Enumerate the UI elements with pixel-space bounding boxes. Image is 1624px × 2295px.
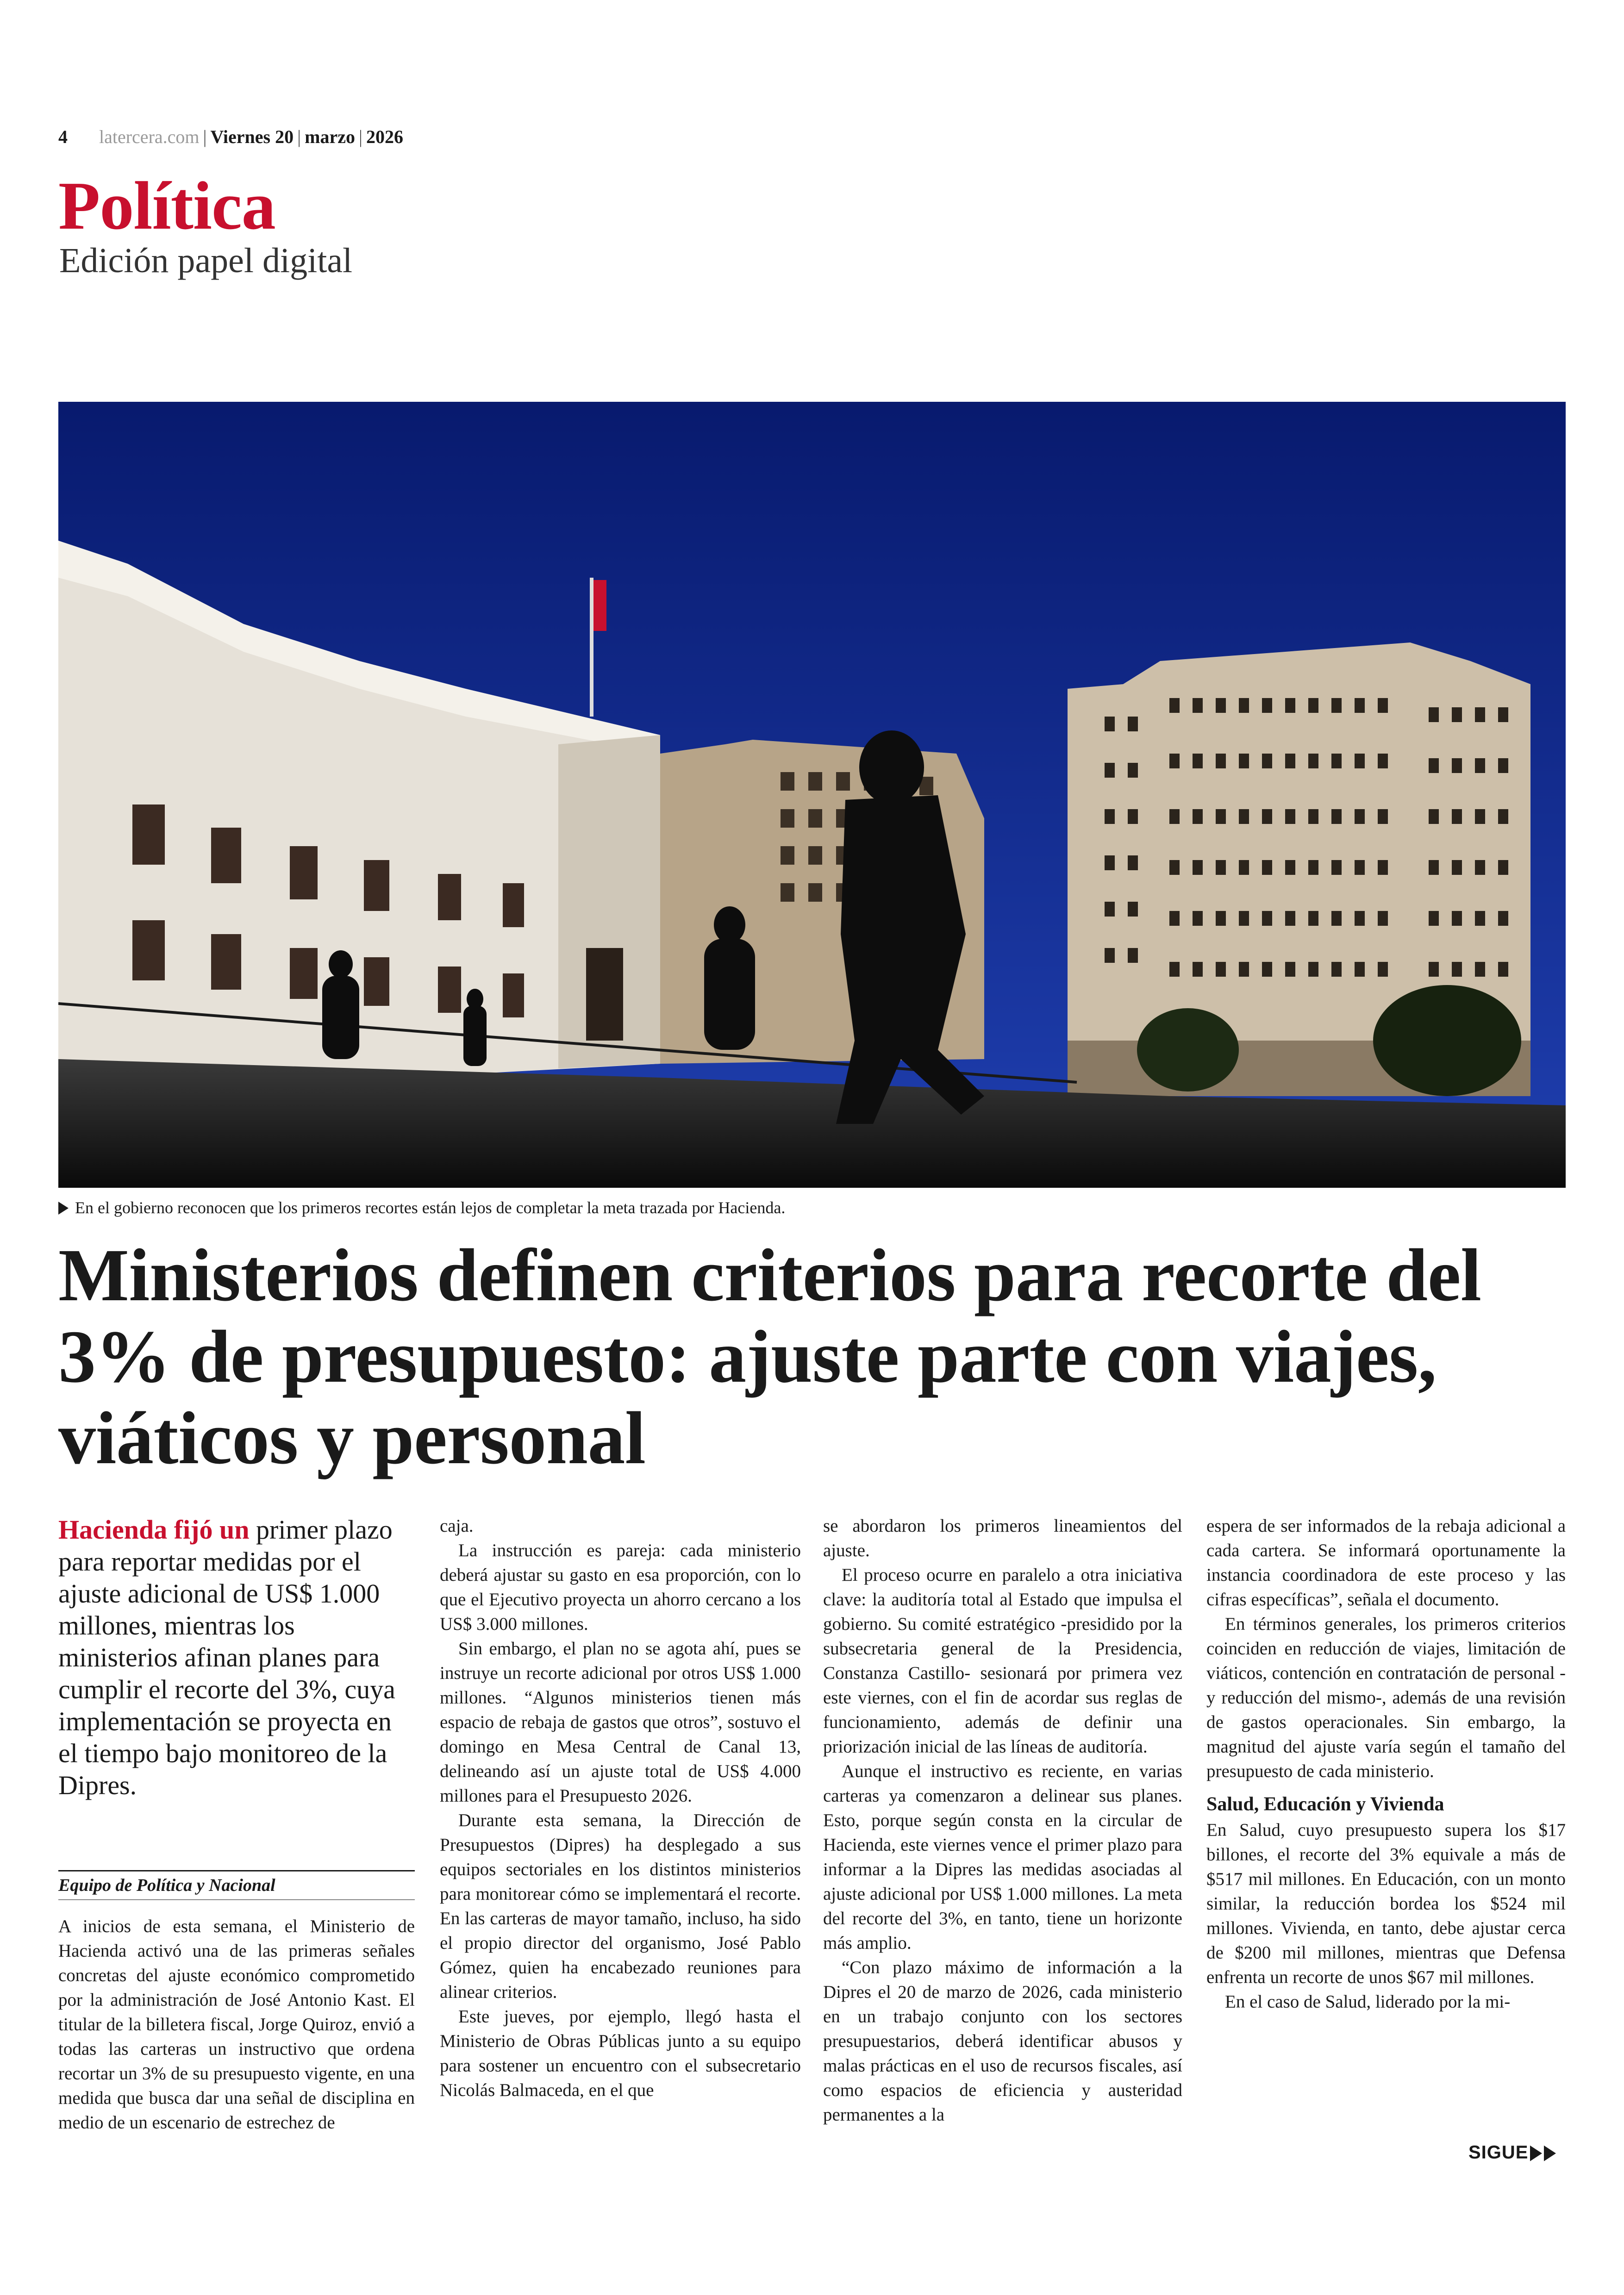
divider: | bbox=[297, 126, 301, 147]
paragraph: En Salud, cuyo presupuesto supera los $17 billones, el recorte del 3% equivale a más de $517 mil millones. En Educación, con un monto similar, la reducción bordea los $524 mil millones. Vivienda, en tanto, debe ajustar cerca de $200 mil millones, mientras que Defensa enfrenta un recorte de unos $67 mil millones. bbox=[1206, 1820, 1566, 1987]
paragraph: El proceso ocurre en paralelo a otra iniciativa clave: la auditoría total al Estado que impulsa el gobierno. Su comité estratégico -presidido por la subsecretaria general de la Presidencia, Constanza Castillo- sesionará por primera vez este viernes, con el fin de acordar sus reglas de funcionamiento, además de definir una priorización inicial de las líneas de auditoría. bbox=[823, 1565, 1182, 1757]
date-year: 2026 bbox=[366, 126, 403, 147]
article-photo bbox=[58, 402, 1566, 1188]
paragraph: Sin embargo, el plan no se agota ahí, pues se instruye un recorte adicional por otros US$ 1.000 millones. “Algunos ministerios tienen más espacio de rebaja de gastos que otros”, sostuvo el domingo en Mesa Central de Canal 13, delineando así un ajuste total de US$ 4.000 millones para el Presupuesto 2026. bbox=[440, 1639, 801, 1806]
section-title: Política bbox=[58, 168, 275, 244]
play-arrow-icon bbox=[1544, 2145, 1556, 2161]
site-name: latercera.com bbox=[99, 126, 200, 147]
paragraph: espera de ser informados de la rebaja adicional a cada cartera. Se informará oportunamente la instancia coordinadora de este proceso y las cifras específicas”, señala el documento. bbox=[1206, 1516, 1566, 1609]
page-header bbox=[58, 124, 403, 150]
column-4 bbox=[1206, 1514, 1566, 2014]
paragraph: Este jueves, por ejemplo, llegó hasta el Ministerio de Obras Públicas junto a su equipo para sostener un encuentro con el subsecretario Nicolás Balmaceda, en el que bbox=[440, 2007, 801, 2100]
paragraph: caja. bbox=[440, 1516, 474, 1536]
photo-illustration bbox=[58, 402, 1566, 1188]
lead-text: primer plazo para reportar medidas por el ajuste adicional de US$ 1.000 millones, mientras los ministerios afinan planes para cumplir el recorte del 3%, cuya implementación se proyecta en el tiempo bajo monitoreo de la Dipres. bbox=[58, 1515, 395, 1800]
edition-label: Edición papel digital bbox=[59, 241, 353, 280]
caption-text: En el gobierno reconocen que los primeros recortes están lejos de completar la meta trazada por Hacienda. bbox=[75, 1198, 786, 1217]
continues-text: SIGUE bbox=[1468, 2142, 1529, 2163]
paragraph: “Con plazo máximo de información a la Dipres el 20 de marzo de 2026, cada ministerio en un trabajo conjunto con los sectores presupuestarios, deberá identificar abusos y malas prácticas en el uso de recursos fiscales, así como espacios de eficiencia y austeridad permanentes a la bbox=[823, 1958, 1182, 2125]
headline: Ministerios definen criterios para recorte del 3% de presupuesto: ajuste parte con viajes, viáticos y personal bbox=[58, 1234, 1481, 1480]
column-1 bbox=[58, 1914, 415, 2135]
paragraph: La instrucción es pareja: cada ministerio deberá ajustar su gasto en esa proporción, con lo que el Ejecutivo proyecta un ahorro cercano a los US$ 3.000 millones. bbox=[440, 1540, 801, 1634]
byline: Equipo de Política y Nacional bbox=[58, 1870, 415, 1900]
photo-caption bbox=[58, 1197, 785, 1218]
paragraph: Durante esta semana, la Dirección de Presupuestos (Dipres) ha desplegado a sus equipos sectoriales en los distintos ministerios para monitorear cómo se implementará el recorte. En las carteras de mayor tamaño, incluso, ha sido el propio director del organismo, José Pablo Gómez, quien ha encabezado reuniones para alinear criterios. bbox=[440, 1810, 801, 2002]
caption-arrow-icon bbox=[58, 1202, 69, 1215]
divider: | bbox=[203, 126, 207, 147]
subheading: Salud, Educación y Vivienda bbox=[1206, 1794, 1444, 1815]
date-day: Viernes 20 bbox=[210, 126, 294, 147]
paragraph: En el caso de Salud, liderado por la mi- bbox=[1225, 1992, 1511, 2012]
play-arrow-icon bbox=[1530, 2145, 1542, 2161]
paragraph: se abordaron los primeros lineamientos del ajuste. bbox=[823, 1516, 1182, 1560]
paragraph: Aunque el instructivo es reciente, en varias carteras ya comenzaron a delinear sus planes. Esto, porque según consta en la circular de Hacienda, este viernes vence el primer plazo para informar a la Dipres las medidas asociadas al ajuste adicional por US$ 1.000 millones. La meta del recorte del 3%, en tanto, tiene un horizonte más amplio. bbox=[823, 1761, 1182, 1953]
paragraph: A inicios de esta semana, el Ministerio de Hacienda activó una de las primeras señales concretas del ajuste económico comprometido por la administración de José Antonio Kast. El titular de la billetera fiscal, Jorge Quiroz, envió a todas las carteras un instructivo que ordena recortar un 3% de su presupuesto vigente, en una medida que busca dar una señal de disciplina en medio de un escenario de estrechez de bbox=[58, 1916, 415, 2133]
column-2 bbox=[440, 1514, 801, 2102]
lead-highlight: Hacienda fijó un bbox=[58, 1515, 250, 1545]
page-number: 4 bbox=[58, 126, 68, 147]
divider: | bbox=[358, 126, 362, 147]
column-3 bbox=[823, 1514, 1182, 2127]
lead-paragraph bbox=[58, 1514, 396, 1801]
continues-label bbox=[1468, 2141, 1556, 2164]
paragraph: En términos generales, los primeros criterios coinciden en reducción de viajes, limitación de viáticos, contención en contratación de personal -y reducción del mismo-, además de una revisión de gastos operacionales. Sin embargo, la magnitud del ajuste varía según el tamaño del presupuesto de cada ministerio. bbox=[1206, 1614, 1566, 1781]
date-month: marzo bbox=[305, 126, 355, 147]
